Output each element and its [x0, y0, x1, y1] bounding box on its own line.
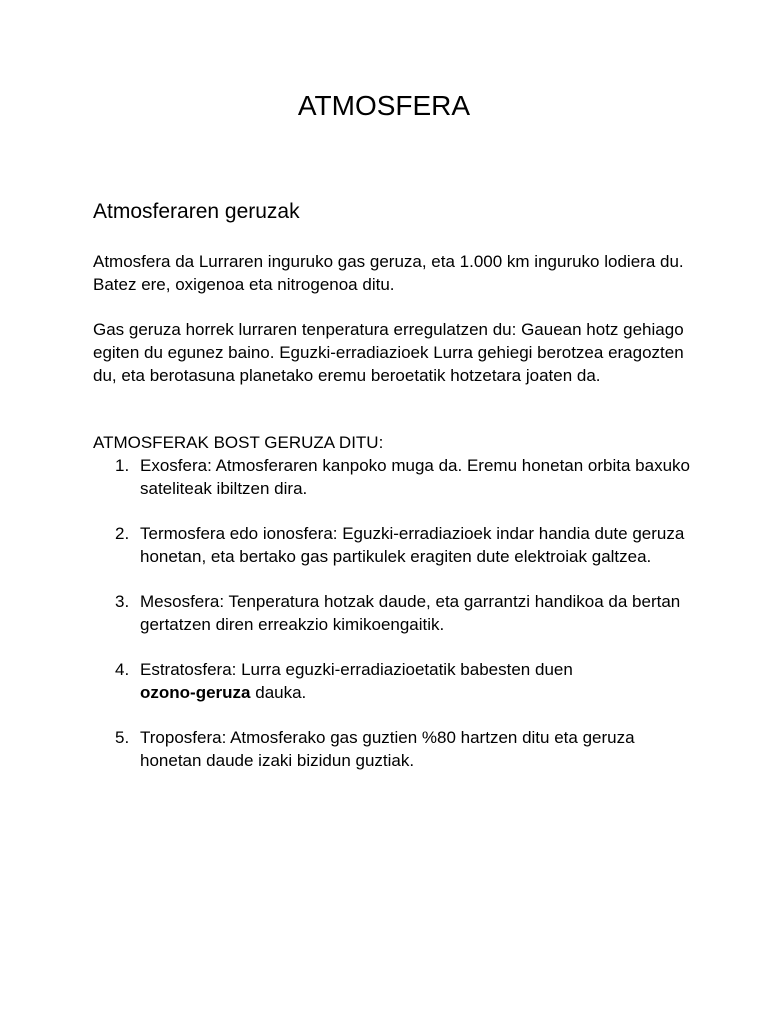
section-heading: Atmosferaren geruzak — [93, 200, 300, 223]
layers-list-heading: ATMOSFERAK BOST GERUZA DITU: — [93, 433, 384, 452]
list-item-number: 1. — [115, 456, 130, 475]
page-title: ATMOSFERA — [297, 90, 471, 121]
list-item-text: Exosfera: Atmosferaren kanpoko muga da. Eremu honetan orbita baxuko sateliteak ibiltzen dira. — [140, 456, 690, 498]
layers-list — [93, 454, 693, 794]
list-item-text: Troposfera: Atmosferako gas guztien %80 hartzen ditu eta geruza honetan daude izaki bizidun guztiak. — [140, 728, 635, 770]
temperature-paragraph: Gas geruza horrek lurraren tenperatura erregulatzen du: Gauean hotz gehiago egiten du egunez baino. Eguzki-erradiazioek Lurra gehiegi berotzea eragozten du, eta berotasuna planetako eremu beroetatik hotzetara joaten da. — [93, 320, 684, 385]
list-item-number: 2. — [115, 524, 130, 543]
list-item-text: Estratosfera: Lurra eguzki-erradiazioetatik babesten duen — [140, 660, 573, 679]
list-item — [93, 522, 693, 568]
intro-paragraph: Atmosfera da Lurraren inguruko gas geruza, eta 1.000 km inguruko lodiera du. Batez ere, oxigenoa eta nitrogenoa ditu. — [93, 252, 684, 294]
list-item-text: Mesosfera: Tenperatura hotzak daude, eta garrantzi handikoa da bertan gertatzen diren erreakzio kimikoengaitik. — [140, 592, 681, 634]
list-item-number: 5. — [115, 728, 130, 747]
list-item — [93, 590, 693, 636]
list-item-number: 3. — [115, 592, 130, 611]
ozone-layer-term: ozono-geruza — [140, 683, 251, 702]
list-item-text: Termosfera edo ionosfera: Eguzki-erradiazioek indar handia dute geruza honetan, eta bertako gas partikulek eragiten dute elektroiak galtzea. — [140, 524, 685, 566]
list-item-text-end: dauka. — [255, 683, 307, 702]
list-item — [93, 726, 693, 772]
list-item — [93, 454, 693, 500]
list-item — [93, 658, 693, 704]
list-item-number: 4. — [115, 660, 130, 679]
